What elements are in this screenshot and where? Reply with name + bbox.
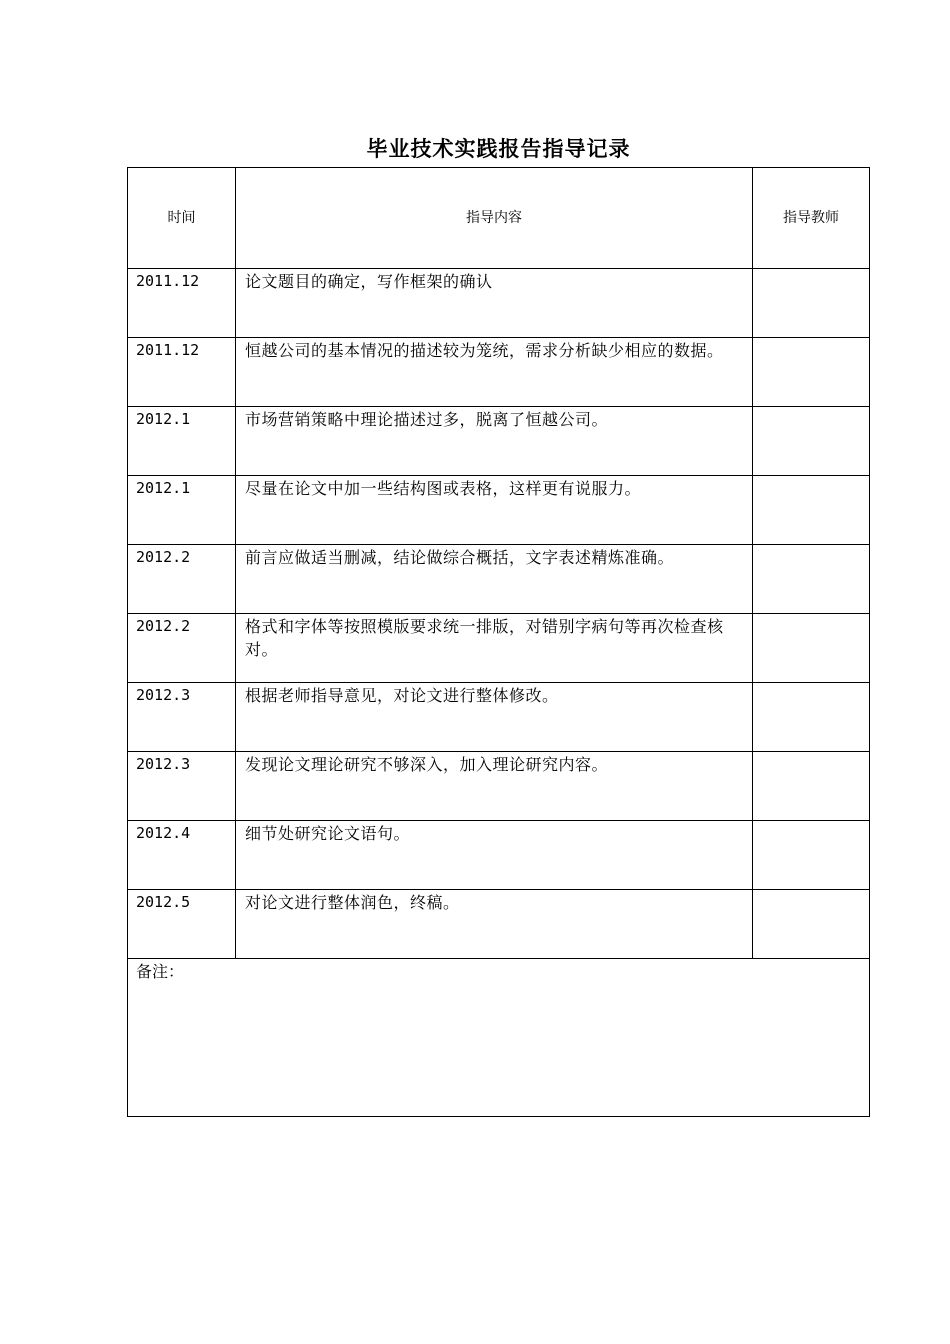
guidance-record-table	[127, 167, 870, 1117]
row-content: 发现论文理论研究不够深入，加入理论研究内容。	[236, 752, 753, 821]
header-teacher: 指导教师	[753, 168, 870, 269]
row-teacher[interactable]	[753, 476, 870, 545]
table-row	[128, 614, 870, 683]
row-time: 2012.3	[128, 683, 236, 752]
page-title: 毕业技术实践报告指导记录	[366, 137, 631, 161]
row-time: 2012.4	[128, 821, 236, 890]
row-teacher[interactable]	[753, 683, 870, 752]
row-teacher[interactable]	[753, 890, 870, 959]
remark-row	[128, 959, 870, 1117]
table-row	[128, 476, 870, 545]
row-teacher[interactable]	[753, 545, 870, 614]
row-content: 恒越公司的基本情况的描述较为笼统，需求分析缺少相应的数据。	[236, 338, 753, 407]
row-time: 2012.5	[128, 890, 236, 959]
row-time: 2011.12	[128, 269, 236, 338]
row-content: 尽量在论文中加一些结构图或表格，这样更有说服力。	[236, 476, 753, 545]
row-teacher[interactable]	[753, 614, 870, 683]
header-content: 指导内容	[236, 168, 753, 269]
row-time: 2012.1	[128, 407, 236, 476]
row-teacher[interactable]	[753, 338, 870, 407]
row-content: 细节处研究论文语句。	[236, 821, 753, 890]
row-time: 2012.3	[128, 752, 236, 821]
table-row	[128, 752, 870, 821]
row-teacher[interactable]	[753, 752, 870, 821]
table-row	[128, 338, 870, 407]
table-row	[128, 269, 870, 338]
table-row	[128, 407, 870, 476]
table-row	[128, 821, 870, 890]
table-header-row	[128, 168, 870, 269]
row-content: 前言应做适当删减，结论做综合概括，文字表述精炼准确。	[236, 545, 753, 614]
table-row	[128, 545, 870, 614]
row-time: 2011.12	[128, 338, 236, 407]
remark-cell[interactable]: 备注：	[128, 959, 870, 1117]
row-content: 格式和字体等按照模版要求统一排版，对错别字病句等再次检查核对。	[236, 614, 753, 683]
table-row	[128, 683, 870, 752]
header-time: 时间	[128, 168, 236, 269]
row-time: 2012.1	[128, 476, 236, 545]
row-time: 2012.2	[128, 614, 236, 683]
table-row	[128, 890, 870, 959]
row-content: 论文题目的确定，写作框架的确认	[236, 269, 753, 338]
row-teacher[interactable]	[753, 269, 870, 338]
row-content: 市场营销策略中理论描述过多，脱离了恒越公司。	[236, 407, 753, 476]
row-content: 对论文进行整体润色，终稿。	[236, 890, 753, 959]
row-content: 根据老师指导意见，对论文进行整体修改。	[236, 683, 753, 752]
row-teacher[interactable]	[753, 407, 870, 476]
row-time: 2012.2	[128, 545, 236, 614]
row-teacher[interactable]	[753, 821, 870, 890]
